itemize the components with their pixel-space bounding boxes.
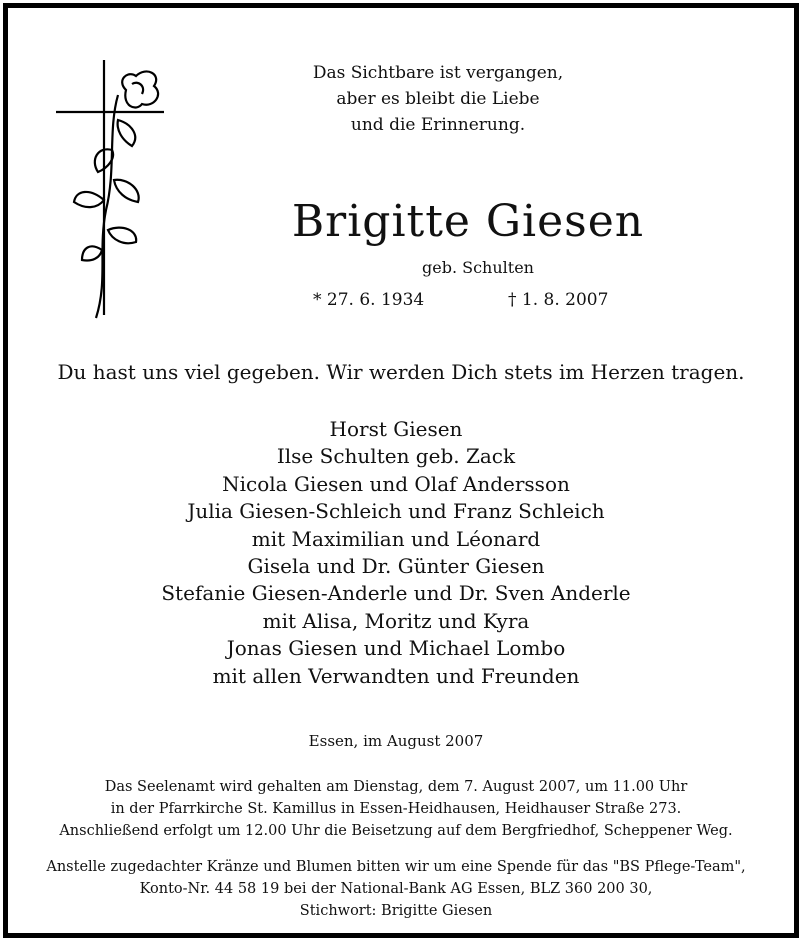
mourner-line: mit Alisa, Moritz und Kyra [262, 608, 530, 633]
mourner-line: mit allen Verwandten und Freunden [212, 663, 580, 688]
tagline: Du hast uns viel gegeben. Wir werden Dich stets im Herzen tragen. [57, 360, 745, 384]
donation-line: Stichwort: Brigitte Giesen [299, 903, 493, 919]
mourner-line: Gisela und Dr. Günter Giesen [247, 554, 545, 579]
mourner-line: Nicola Giesen und Olaf Andersson [222, 471, 570, 496]
mourner-line: Stefanie Giesen-Anderle und Dr. Sven Anderle [161, 581, 631, 606]
motto-line: Das Sichtbare ist vergangen, [312, 63, 564, 83]
death-date: † 1. 8. 2007 [508, 290, 609, 310]
motto [278, 60, 598, 138]
birth-date: * 27. 6. 1934 [313, 290, 425, 310]
donation-line: Konto-Nr. 44 58 19 bei der National-Bank AG Essen, BLZ 360 200 30, [139, 881, 653, 897]
donation-line: Anstelle zugedachter Kränze und Blumen bitten wir um eine Spende für das "BS Pflege-Team", [46, 859, 746, 875]
service-line: Das Seelenamt wird gehalten am Dienstag, dem 7. August 2007, um 11.00 Uhr [104, 779, 688, 795]
service-line: Anschließend erfolgt um 12.00 Uhr die Beisetzung auf dem Bergfriedhof, Scheppener Weg. [59, 823, 733, 839]
mourner-line: Jonas Giesen und Michael Lombo [226, 636, 566, 661]
maiden-name: geb. Schulten [422, 258, 534, 277]
mourner-line: Ilse Schulten geb. Zack [276, 444, 516, 469]
motto-line: aber es bleibt die Liebe [336, 89, 540, 109]
service-line: in der Pfarrkirche St. Kamillus in Essen-Heidhausen, Heidhauser Straße 273. [110, 801, 682, 817]
mourners-list [8, 416, 784, 690]
motto-line: und die Erinnerung. [350, 115, 526, 135]
place-date: Essen, im August 2007 [308, 732, 484, 750]
obituary-notice [3, 3, 799, 938]
cross-with-rose-icon [46, 50, 176, 320]
donation-info [8, 856, 784, 922]
service-info [8, 776, 784, 842]
deceased-name: Brigitte Giesen [291, 196, 645, 247]
mourner-line: Horst Giesen [329, 417, 463, 441]
mourner-line: Julia Giesen-Schleich und Franz Schleich [187, 499, 605, 524]
mourner-line: mit Maximilian und Léonard [251, 526, 541, 551]
